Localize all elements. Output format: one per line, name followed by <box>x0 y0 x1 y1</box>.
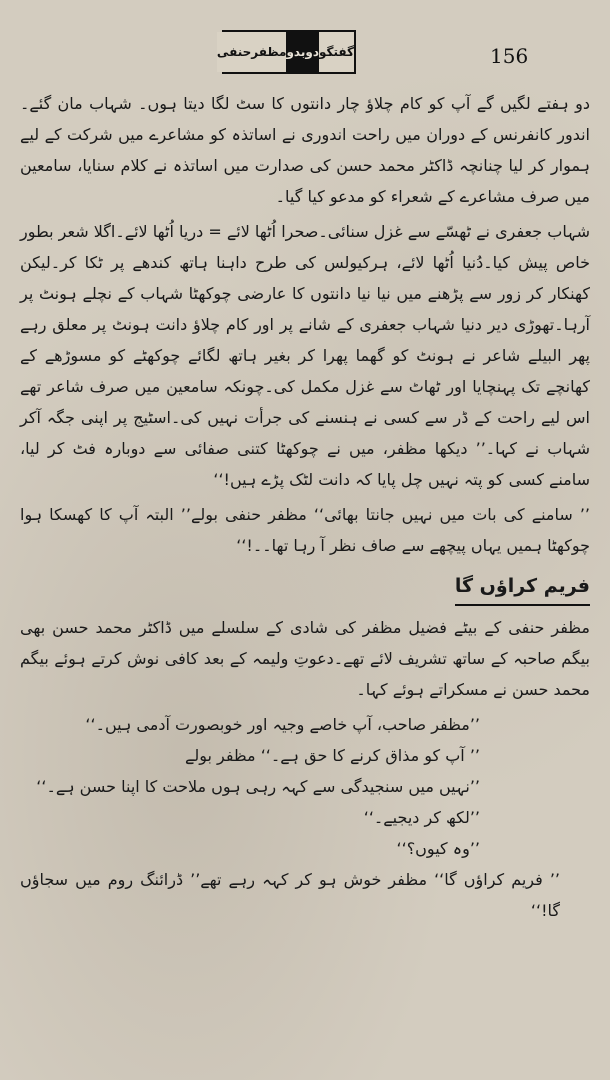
header-series-title: گفتگو <box>319 32 354 72</box>
page-number: 156 <box>490 44 529 68</box>
section-heading <box>20 571 590 606</box>
dialogue-line: ’’نہیں میں سنجیدگی سے کہہ رہی ہوں ملاحت کا اپنا حسن ہے۔‘‘ <box>36 777 480 796</box>
header-book-title: دوبدو <box>286 32 319 72</box>
dialogue-line: ’’ فریم کراؤں گا‘‘ مظفر خوش ہو کر کہہ رہے تھے’’ ڈرائنگ روم میں سجاؤں گا!‘‘ <box>20 870 560 920</box>
dialogue-line: ’’مظفر صاحب، آپ خاصے وجیہ اور خوبصورت آدمی ہیں۔‘‘ <box>85 715 480 734</box>
paragraph: ’’ سامنے کی بات میں نہیں جانتا بھائی‘‘ مظفر حنفی بولے’’ البتہ آپ کا کھسکا ہوا چوکھٹا ہمیں یہاں پیچھے سے صاف نظر آ رہا تھا۔۔!‘‘ <box>20 505 590 555</box>
section-heading-text: فریم کراؤں گا <box>455 571 590 606</box>
paragraph: دو ہفتے لگیں گے آپ کو کام چلاؤ چار دانتوں کا سٹ لگا دیتا ہوں۔ شہاب مان گئے۔اندور کانفرنس کے دوران میں راحت اندوری نے اساتذہ کو مشاعرے میں شرکت کے لیے ہموار کر لیا چنانچہ ڈاکٹر محمد حسن کی صدارت میں اساتذہ نے کلام سنایا، سامعین میں صرف مشاعرے کے شعراء کو مدعو کیا گیا۔ <box>20 94 590 206</box>
header-author-name: مظفرحنفی <box>217 32 287 72</box>
running-header <box>216 30 356 74</box>
paragraph: شہاب جعفری نے ٹھسّے سے غزل سنائی۔صحرا اُٹھا لائے = دریا اُٹھا لائے۔اگلا شعر بطور خاص پیش کیا۔دُنیا اُٹھا لائے، ہرکیولس کی طرح داہنا ہاتھ کندھے پر ٹکا کر۔لیکن کھنکار کر زور سے پڑھنے میں نیا نیا دانتوں کا عارضی چوکھٹا شہاب کے نچلے ہونٹ پر آرہا۔تھوڑی دیر دنیا شہاب جعفری کے شانے پر اور کام چلاؤ دانت ہونٹ پر معلق رہے پھر البیلے شاعر نے ہونٹ کو گھما پھرا کر بغیر ہاتھ لگائے چوکھٹے کو مسوڑھے کے کھانچے تک پہنچایا اور ٹھاٹ سے غزل مکمل کی۔چونکہ سامعین میں صرف شاعر تھے اس لیے راحت کے ڈر سے کسی نے ہنسنے کی جرأت نہیں کی۔اسٹیج پر اپنی جگہ آکر شہاب نے کہا۔’’ دیکھا مظفر، میں نے چوکھٹا کتنی صفائی سے دوبارہ فٹ کر لیا، سامنے کسی کو پتہ نہیں چل پایا کہ دانت لٹک پڑے ہیں!‘‘ <box>20 222 590 489</box>
page-body <box>20 88 590 926</box>
dialogue-line: ’’لکھ کر دیجیے۔‘‘ <box>363 808 480 827</box>
dialogue-line: ’’ آپ کو مذاق کرنے کا حق ہے۔‘‘ مظفر بولے <box>184 746 480 765</box>
dialogue-line: ’’وہ کیوں؟‘‘ <box>396 839 480 858</box>
section-paragraph: مظفر حنفی کے بیٹے فضیل مظفر کی شادی کے سلسلے میں ڈاکٹر محمد حسن بھی بیگم صاحبہ کے ساتھ تشریف لائے تھے۔دعوتِ ولیمہ کے بعد کافی نوش کرتے ہوئے بیگم محمد حسن نے مسکراتے ہوئے کہا۔ <box>20 618 590 699</box>
